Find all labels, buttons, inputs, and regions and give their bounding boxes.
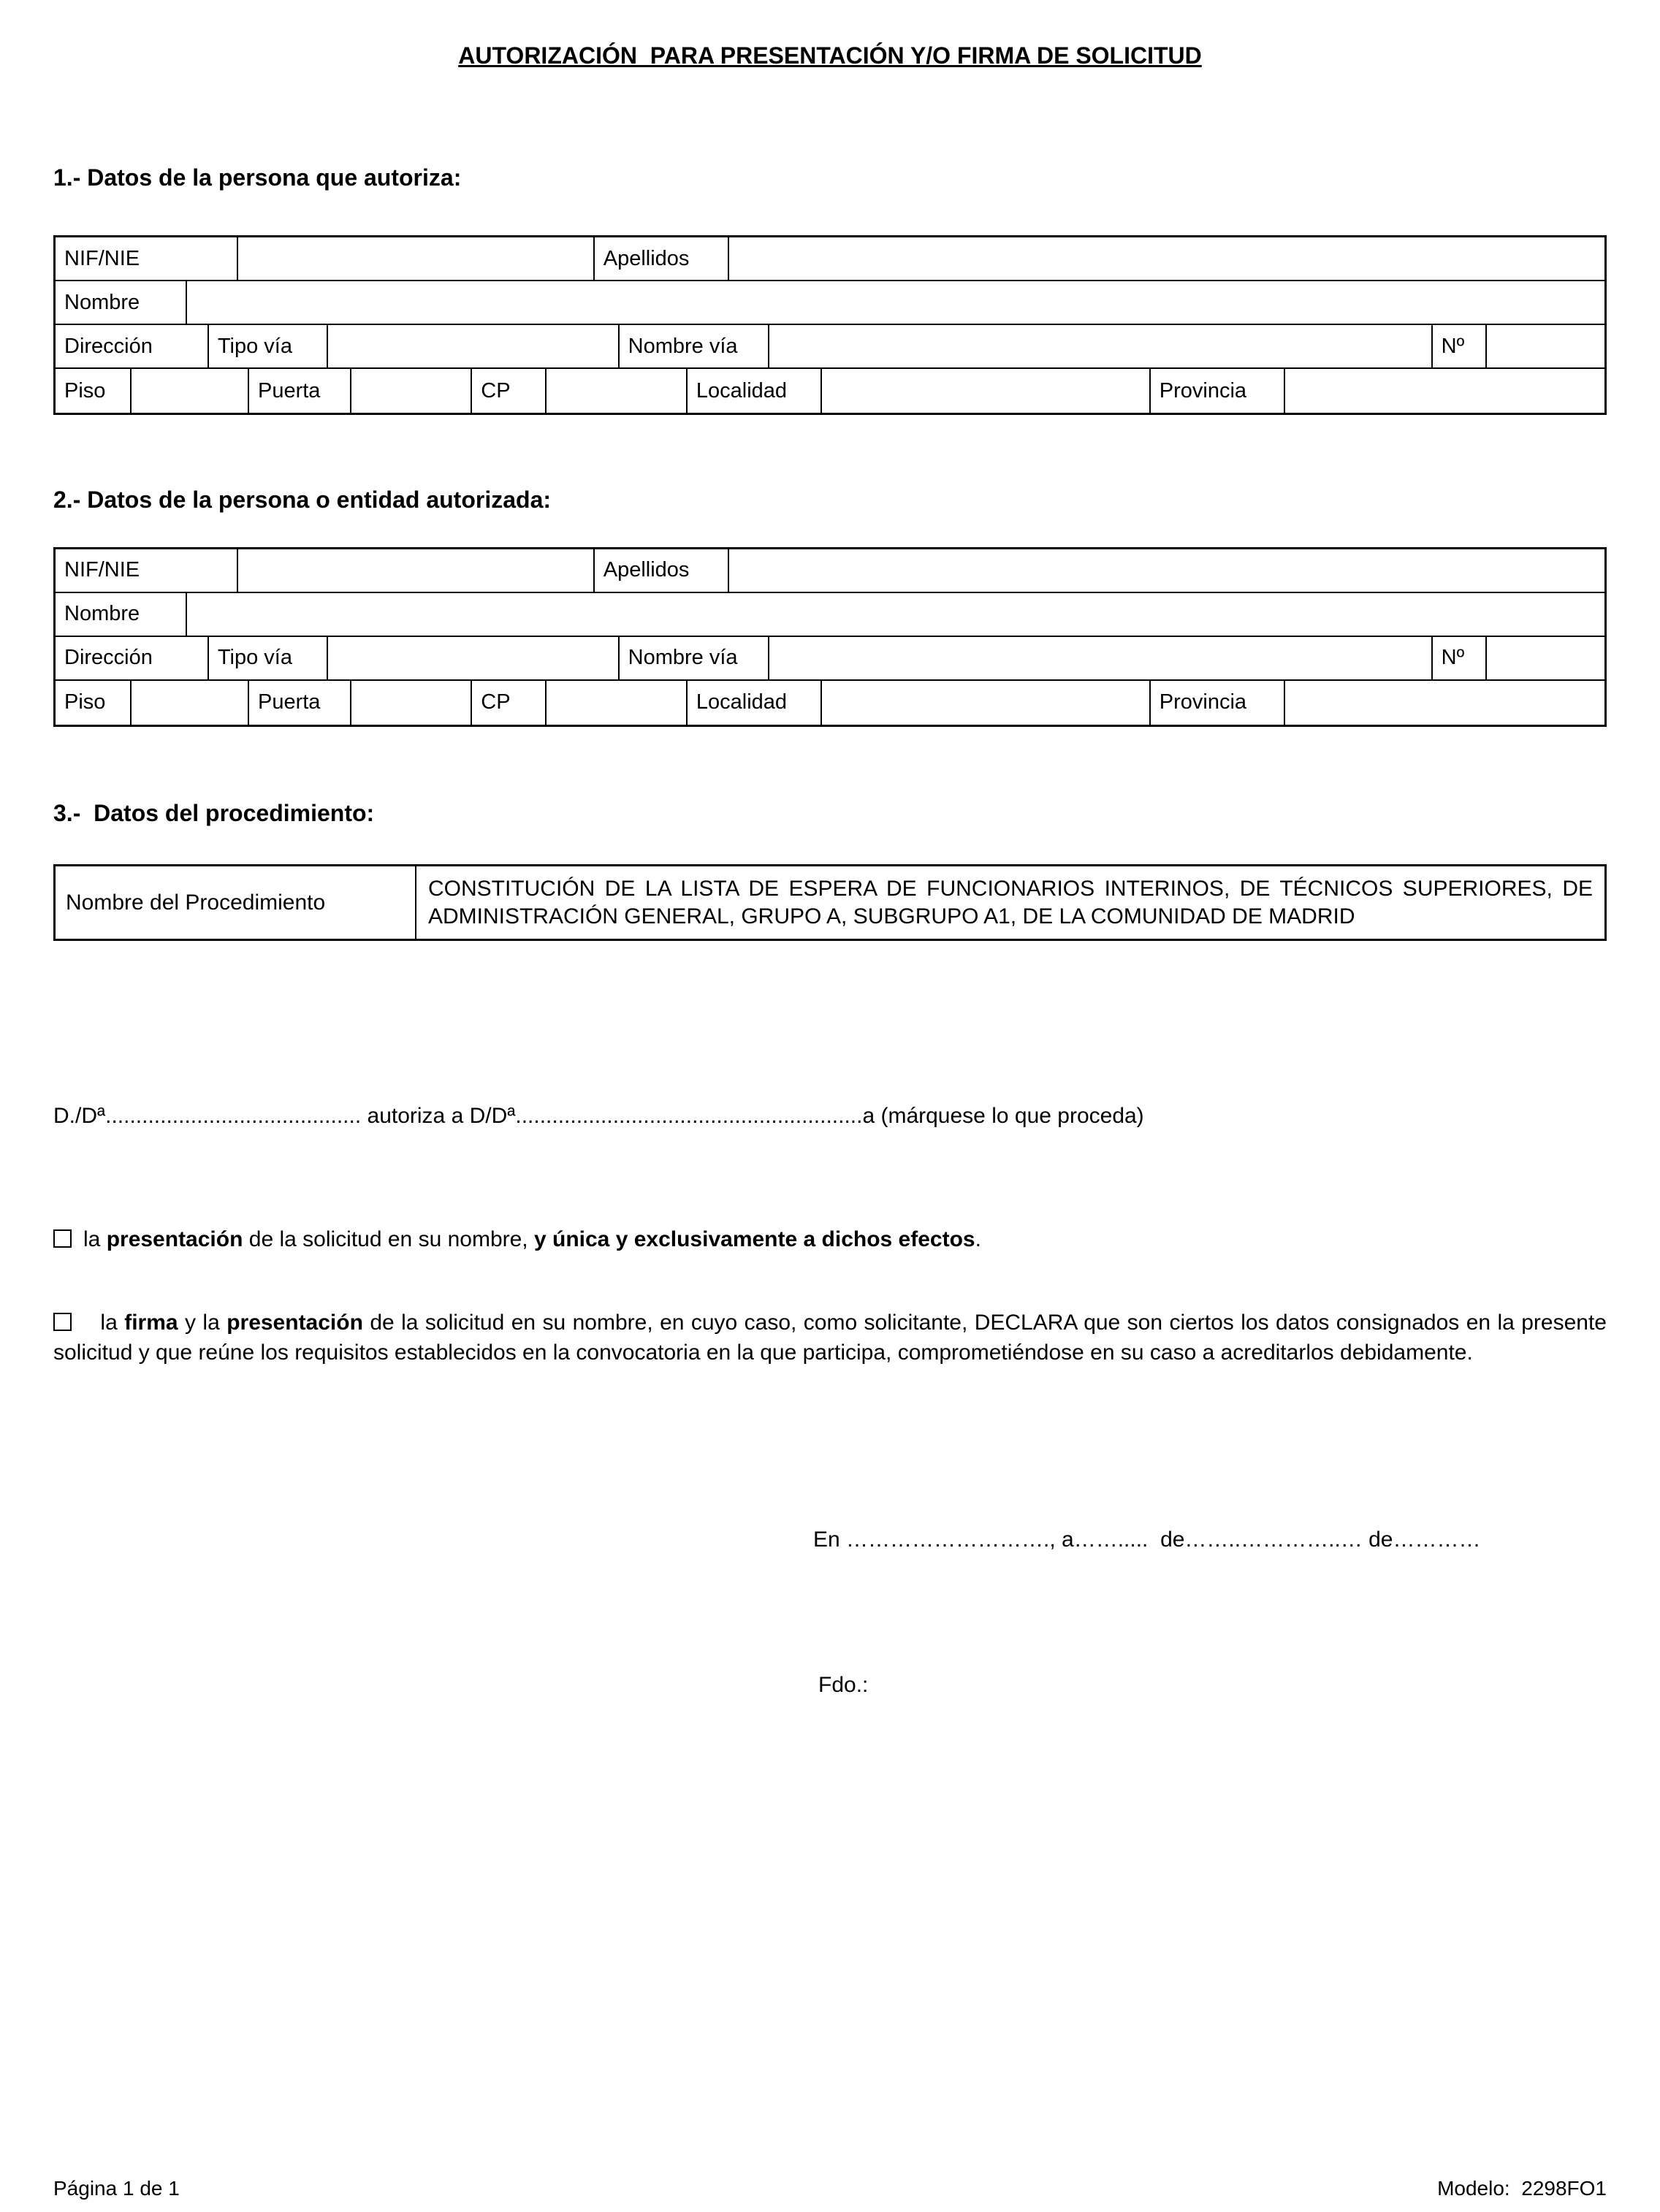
signature-label: Fdo.: (818, 1673, 869, 1698)
tipo-via-input[interactable] (328, 637, 620, 679)
option-text: y la (178, 1311, 227, 1335)
table-row (56, 281, 1604, 325)
table-row (56, 325, 1604, 369)
localidad-label: Localidad (688, 369, 822, 413)
table-row (56, 681, 1604, 725)
localidad-label: Localidad (688, 681, 822, 725)
direccion-label: Dirección (56, 637, 209, 679)
piso-input[interactable] (132, 369, 249, 413)
section3-heading: 3.- Datos del procedimiento: (53, 799, 375, 826)
nombre-input[interactable] (187, 593, 1604, 636)
procedure-table (53, 864, 1607, 941)
puerta-input[interactable] (351, 681, 472, 725)
authorization-line: D./Dª.......................................... autoriza a D/Dª.........................................................a (márquese lo que proceda) (53, 1104, 1144, 1129)
apellidos-input[interactable] (729, 237, 1604, 280)
page-number: Página 1 de 1 (53, 2177, 180, 2200)
option-presentacion (53, 1227, 1607, 1252)
puerta-label: Puerta (249, 369, 351, 413)
option-firma-presentacion (53, 1308, 1607, 1368)
table-row (56, 593, 1604, 637)
piso-label: Piso (56, 681, 132, 725)
nif-input[interactable] (238, 237, 595, 280)
section1-heading: 1.- Datos de la persona que autoriza: (53, 164, 462, 191)
nombre-input[interactable] (187, 281, 1604, 324)
provincia-label: Provincia (1151, 681, 1285, 725)
nombre-via-input[interactable] (769, 637, 1432, 679)
nombre-label: Nombre (56, 593, 187, 636)
nombre-via-input[interactable] (769, 325, 1432, 367)
provincia-input[interactable] (1285, 681, 1604, 725)
nif-label: NIF/NIE (56, 549, 238, 592)
piso-input[interactable] (132, 681, 249, 725)
localidad-input[interactable] (822, 681, 1150, 725)
option-text: la (83, 1227, 107, 1252)
cp-label: CP (472, 369, 547, 413)
option-text: . (975, 1227, 981, 1252)
procedure-name-label: Nombre del Procedimiento (56, 866, 416, 939)
tipo-via-label: Tipo vía (209, 637, 328, 679)
tipo-via-label: Tipo vía (209, 325, 328, 367)
nombre-label: Nombre (56, 281, 187, 324)
authorized-table (53, 547, 1607, 727)
nif-label: NIF/NIE (56, 237, 238, 280)
presentacion-checkbox[interactable] (53, 1229, 72, 1248)
tipo-via-input[interactable] (328, 325, 620, 367)
authorizer-table (53, 235, 1607, 415)
numero-input[interactable] (1487, 325, 1604, 367)
procedure-name-value: CONSTITUCIÓN DE LA LISTA DE ESPERA DE FUNCIONARIOS INTERINOS, DE TÉCNICOS SUPERIORES, DE ADMINISTRACIÓN GENERAL, GRUPO A, SUBGRUPO A1, DE LA COMUNIDAD DE MADRID (427, 877, 1593, 928)
puerta-input[interactable] (351, 369, 472, 413)
firma-checkbox[interactable] (53, 1313, 72, 1331)
direccion-label: Dirección (56, 325, 209, 367)
form-content (0, 42, 1660, 1698)
table-row (56, 369, 1604, 413)
option-text-bold: firma (124, 1311, 178, 1335)
table-row (56, 637, 1604, 681)
cp-label: CP (472, 681, 547, 725)
option-text-bold: y única y exclusivamente a dichos efectos (533, 1227, 975, 1252)
cp-input[interactable] (547, 369, 688, 413)
option-text-bold: presentación (226, 1311, 363, 1335)
localidad-input[interactable] (822, 369, 1150, 413)
numero-label: Nº (1433, 325, 1487, 367)
footer (53, 2177, 1607, 2200)
nombre-via-label: Nombre vía (620, 325, 770, 367)
piso-label: Piso (56, 369, 132, 413)
cp-input[interactable] (547, 681, 688, 725)
table-row (56, 549, 1604, 593)
apellidos-label: Apellidos (595, 549, 729, 592)
nombre-via-label: Nombre vía (620, 637, 770, 679)
model-number: Modelo: 2298FO1 (1437, 2177, 1607, 2200)
provincia-input[interactable] (1285, 369, 1604, 413)
section2-heading: 2.- Datos de la persona o entidad autorizada: (53, 487, 552, 514)
option-text: de la solicitud en su nombre, en cuyo caso, como solicitante, DECLARA que son ciertos los datos consignados en la presente solicitud y que reúne los requisitos establecidos en la convocatoria en la que participa, comprometiéndose en su caso a acreditarlos debidamente. (53, 1311, 1607, 1365)
provincia-label: Provincia (1151, 369, 1285, 413)
date-place-line: En ………………………., a……..... de……..…………..… de………… (813, 1528, 1481, 1552)
table-row (56, 237, 1604, 281)
puerta-label: Puerta (249, 681, 351, 725)
numero-label: Nº (1433, 637, 1487, 679)
apellidos-label: Apellidos (595, 237, 729, 280)
apellidos-input[interactable] (729, 549, 1604, 592)
option-text: de la solicitud en su nombre, (243, 1227, 534, 1252)
numero-input[interactable] (1487, 637, 1604, 679)
option-text: la (94, 1311, 125, 1335)
option-text-bold: presentación (106, 1227, 243, 1252)
page-title: AUTORIZACIÓN PARA PRESENTACIÓN Y/O FIRMA DE SOLICITUD (458, 42, 1202, 69)
nif-input[interactable] (238, 549, 595, 592)
